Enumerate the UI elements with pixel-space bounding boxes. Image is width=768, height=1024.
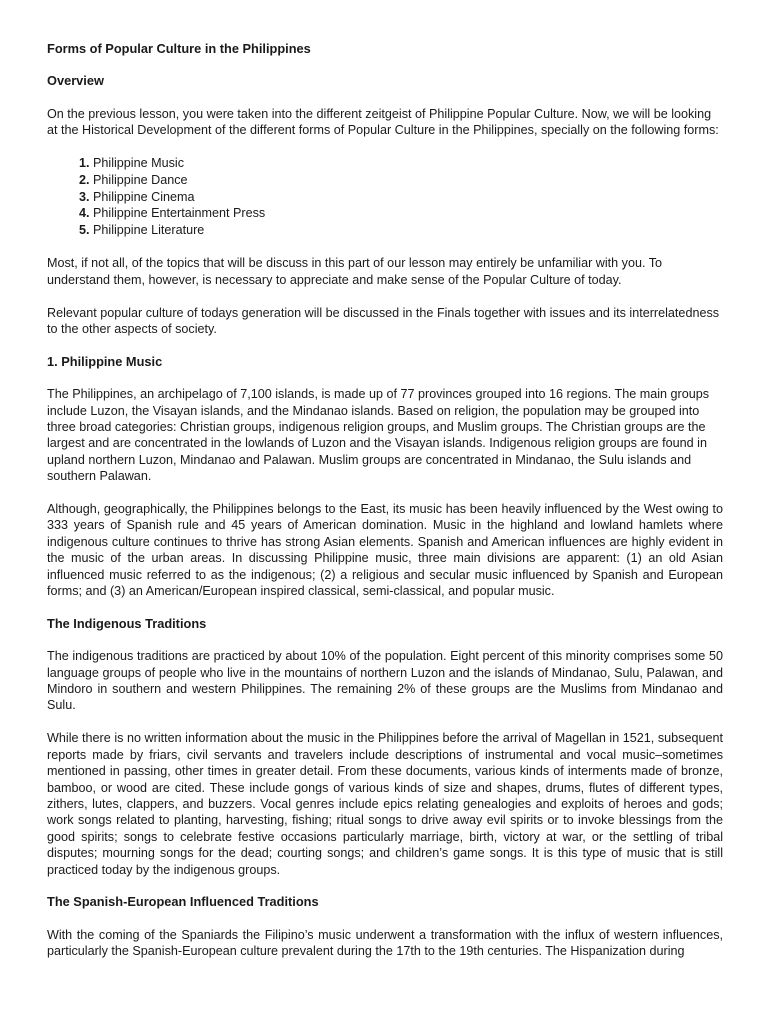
relevant-paragraph: Relevant popular culture of todays generation will be discussed in the Finals together with issues and its interrelatedness to the other aspects of society. bbox=[47, 305, 720, 336]
list-item: 5. Philippine Literature bbox=[93, 222, 723, 239]
indigenous-paragraph-2: While there is no written information about the music in the Philippines before the arrival of Magellan in 1521, subsequent reports made by friars, civil servants and travelers include descriptions of instrumental and vocal music–sometimes mentioned in passing, other times in greater detail. From these documents, various kinds of interments made of bronze, bamboo, or wood are cited. These include gongs of various kinds of size and shapes, drums, flutes of different types, zithers, lutes, clappers, and buzzers. Vocal genres include epics relating genealogies and exploits of heroes and gods; work songs related to planting, harvesting, fishing; ritual songs to drive away evil spirits or to invoke blessings from the good spirits; songs to celebrate festive occasions particularly marriage, birth, victory at war, or the settling of tribal disputes; mourning songs for the dead; courting songs; and children’s game songs. It is this type of music that is still practiced today by the indigenous groups. bbox=[47, 731, 723, 877]
spanish-heading: The Spanish-European Influenced Traditions bbox=[47, 894, 319, 910]
music-paragraph-2: Although, geographically, the Philippines belongs to the East, its music has been heavily influenced by the West owing to 333 years of Spanish rule and 45 years of American domination. Music in the highland and lowland hamlets where indigenous culture continues to thrive has strong Asian elements. Spanish and American influences are highly evident in the music of the urban areas. In discussing Philippine music, three main divisions are apparent: (1) an old Asian influenced music referred to as the indigenous; (2) a religious and secular music influenced by Spanish and European forms; and (3) an American/European inspired classical, semi-classical, and popular music. bbox=[47, 502, 723, 599]
indigenous-paragraph-1: The indigenous traditions are practiced by about 10% of the population. Eight percent of this minority comprises some 50 language groups of people who live in the mountains of northern Luzon and the islands of Mindanao, Sulu, Palawan, and Mindoro in southern and western Philippines. The remaining 2% of these groups are the Muslims from Mindanao and Sulu. bbox=[47, 649, 723, 713]
unfamiliar-paragraph: Most, if not all, of the topics that will be discuss in this part of our lesson may entirely be unfamiliar with you. To understand them, however, is necessary to appreciate and make sense of the Popular Culture of today. bbox=[47, 256, 663, 287]
list-item: 1. Philippine Music bbox=[93, 155, 723, 172]
music-paragraph-1: The Philippines, an archipelago of 7,100 islands, is made up of 77 provinces grouped into 16 regions. The main groups include Luzon, the Visayan islands, and the Mindanao islands. Based on religion, the population may be grouped into three broad categories: Christian groups, indigenous religion groups, and Muslim groups. The Christian groups are the largest and are concentrated in the lowlands of Luzon and the Visayan islands. Indigenous religion groups are found in upland northern Luzon, Mindanao and Palawan. Muslim groups are concentrated in Mindanao, the Sulu islands and southern Palawan. bbox=[47, 387, 710, 484]
music-heading: 1. Philippine Music bbox=[47, 353, 163, 369]
forms-list bbox=[47, 155, 723, 239]
document-title: Forms of Popular Culture in the Philippines bbox=[47, 41, 311, 56]
overview-paragraph: On the previous lesson, you were taken into the different zeitgeist of Philippine Popular Culture. Now, we will be looking at the Historical Development of the different forms of Popular Culture in the Philippines, specially on the following forms: bbox=[47, 106, 719, 138]
document-page bbox=[47, 41, 723, 960]
spanish-paragraph-1: With the coming of the Spaniards the Filipino’s music underwent a transformation with the influx of western influences, particularly the Spanish-European culture prevalent during the 17th to the 19th centuries. The Hispanization during bbox=[47, 927, 723, 959]
indigenous-heading: The Indigenous Traditions bbox=[47, 615, 207, 631]
list-item: 2. Philippine Dance bbox=[93, 172, 723, 189]
list-item: 3. Philippine Cinema bbox=[93, 189, 723, 206]
list-item: 4. Philippine Entertainment Press bbox=[93, 205, 723, 222]
overview-heading: Overview bbox=[47, 73, 104, 89]
